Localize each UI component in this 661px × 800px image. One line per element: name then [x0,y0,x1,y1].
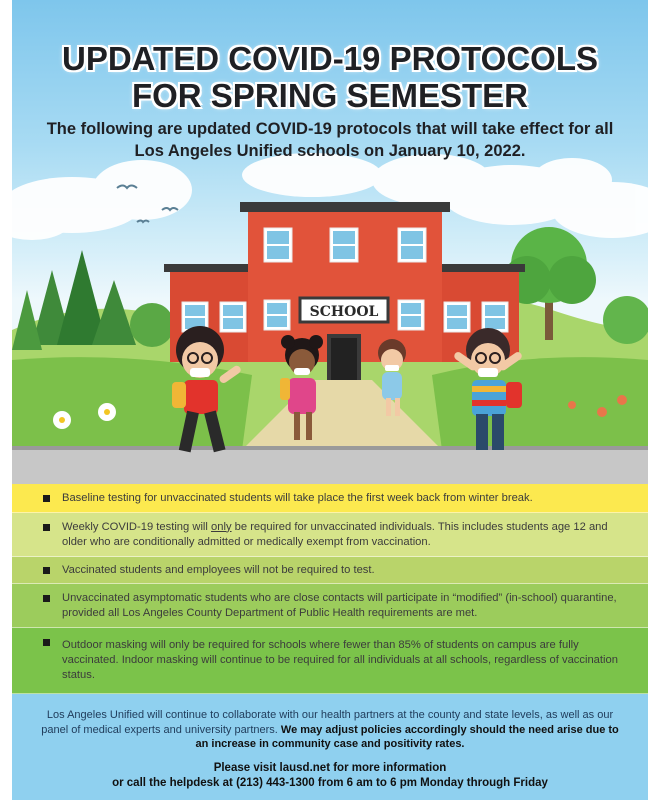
bullet-square-icon [43,495,50,502]
protocol-item-vaccinated-no-test [12,557,648,584]
protocol-item-modified-quarantine [12,584,648,628]
footer-paragraph [37,708,623,752]
protocol-item-text: Baseline testing for unvaccinated students will take place the first week back from winter break. [62,491,533,504]
protocol-item-weekly-testing [12,513,648,557]
protocol-item-text [62,520,628,550]
school-sign-text: SCHOOL [309,304,379,320]
bullet-square-icon [43,595,50,602]
protocol-item-text: Outdoor masking will only be required for schools where fewer than 85% of students on campus are fully vaccinated. Indoor masking will continue to be required for all individuals at all schools, regardless of vaccination status. [62,639,618,681]
footer-contact-line-1: Please visit lausd.net for more information [213,762,447,774]
protocol-item-text: Unvaccinated asymptomatic students who are close contacts will participate in “modified” (in-school) quarantine, provided all Los Angeles County Department of Public Health requirements are met. [62,591,617,619]
protocol-item-text: Vaccinated students and employees will not be required to test. [62,563,375,576]
footer-text-plain: Los Angeles Unified will continue to collaborate with our health partners at the county and state levels, as well as our panel of medical experts and university partners. [41,709,614,736]
flyer [12,0,648,800]
bullet-square-icon [43,639,50,646]
protocol-item-baseline-testing [12,484,648,513]
page-title [12,40,648,114]
title-line-2: FOR SPRING SEMESTER [131,77,529,114]
protocol-item-text-emphasis: only [211,520,232,533]
trees-left [12,250,174,350]
hero-banner [12,0,648,484]
school-illustration [12,150,648,484]
title-line-1: UPDATED COVID-19 PROTOCOLS [61,40,598,77]
road [12,446,648,484]
protocol-list [12,484,648,694]
footer-text-bold: We may adjust policies accordingly should the need arise due to an increase in community case and positivity rates. [195,723,619,750]
page-subtitle: The following are updated COVID-19 protocols that will take effect for all Los Angeles Unified schools on January 10, 2022. [46,120,614,160]
footer-contact-line-2: or call the helpdesk at (213) 443-1300 from 6 am to 6 pm Monday through Friday [112,777,548,789]
footer-contact [22,761,638,791]
footer [12,694,648,800]
protocol-item-text-before: Weekly COVID-19 testing will [62,520,212,533]
protocol-item-text-after: be required for unvaccinated individuals. This includes students age 12 and older who are conditionally admitted or medically exempt from vaccination. [62,520,608,548]
bullet-square-icon [43,524,50,531]
protocol-item-masking [12,628,648,694]
bullet-square-icon [43,567,50,574]
